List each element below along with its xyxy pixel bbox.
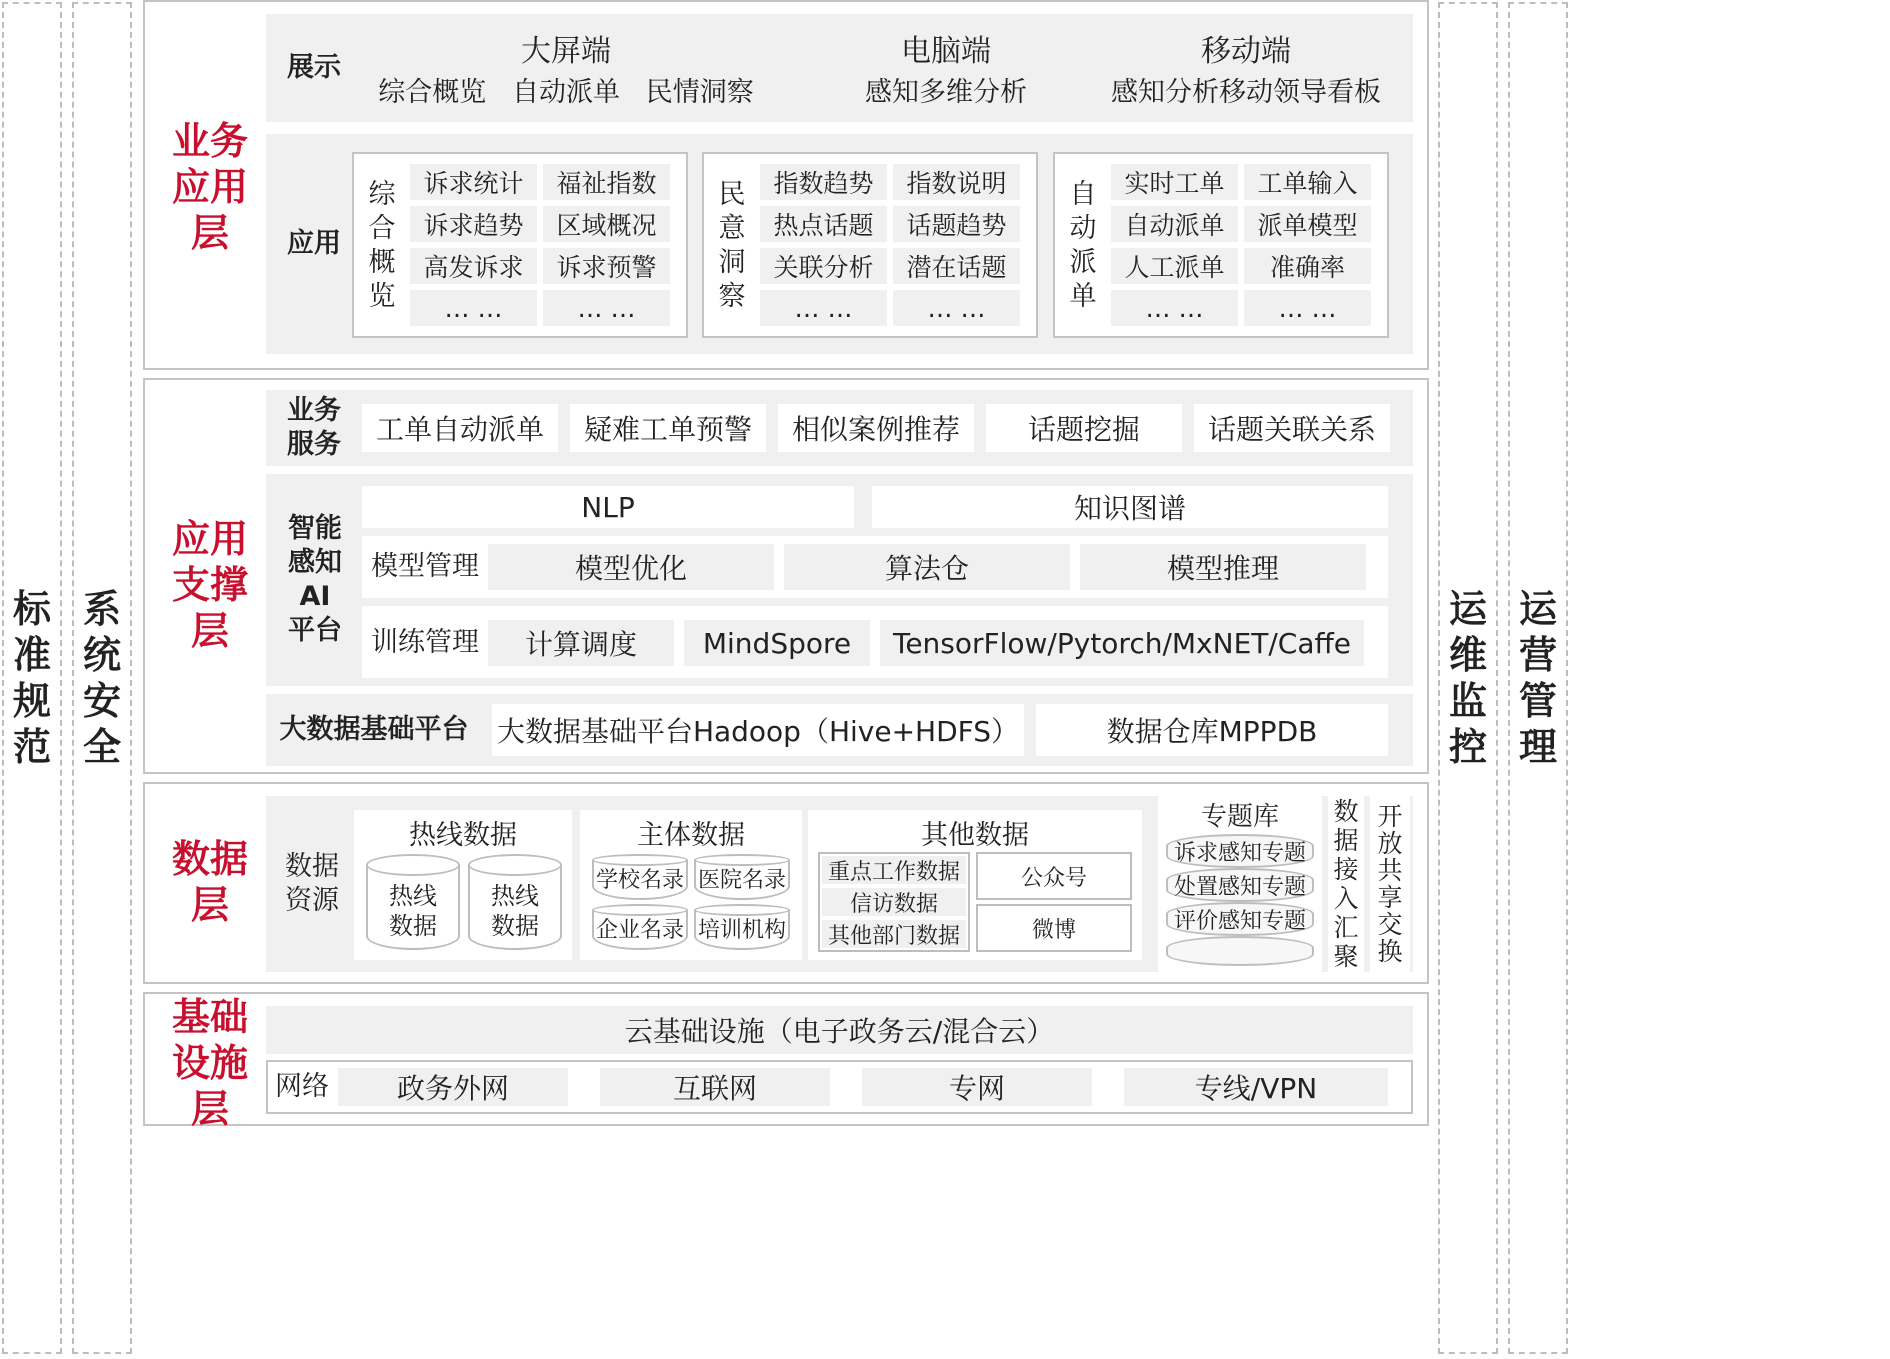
- model-item: 模型优化: [488, 544, 774, 590]
- cylinder-label: 学校名录: [595, 868, 684, 893]
- bigdata-item: 数据仓库MPPDB: [1036, 704, 1388, 756]
- cylinder-label: 医院名录: [697, 868, 786, 893]
- other-item: 重点工作数据: [822, 856, 966, 884]
- infra-title-line: 基础: [171, 995, 248, 1039]
- app-module-item: 高发诉求: [410, 248, 537, 284]
- char: 营: [1518, 633, 1557, 677]
- side-label-ops-monitor: [1440, 4, 1496, 1352]
- hotline-cylinder: [468, 854, 562, 950]
- app-module-name: [358, 164, 406, 328]
- knowledge-graph-box: 知识图谱: [872, 486, 1388, 528]
- app-module-item: 福祉指数: [543, 164, 670, 200]
- data-source-line: 资源: [285, 885, 339, 916]
- cylinder-label: 企业名录: [595, 918, 684, 943]
- other-title: 其他数据: [921, 819, 1029, 851]
- app-module-name: [1059, 164, 1107, 328]
- cylinder-label-line: 热线: [389, 882, 437, 910]
- side-column-operations: [1508, 2, 1568, 1354]
- layer-title-support: 应用支撑层: [171, 517, 248, 653]
- app-module-item: … …: [760, 290, 887, 326]
- char: 标: [12, 587, 51, 631]
- char: 安: [82, 679, 121, 723]
- side-label-standards: [4, 4, 60, 1352]
- char: 控: [1448, 725, 1487, 769]
- data-source-label: [272, 846, 352, 922]
- ingest-column: [1328, 796, 1364, 972]
- display-row: [266, 14, 1413, 122]
- service-label: [276, 394, 352, 462]
- char: 合: [368, 213, 396, 244]
- char: 接: [1333, 855, 1359, 884]
- bigdata-row: [266, 694, 1413, 766]
- app-module-item: 工单输入: [1244, 164, 1371, 200]
- subject-title: 主体数据: [637, 819, 745, 851]
- char: 管: [1518, 679, 1557, 723]
- char: 规: [12, 679, 51, 723]
- cylinder-label-line: 热线: [491, 882, 539, 910]
- char: 全: [82, 725, 121, 769]
- app-module-item: 指数说明: [893, 164, 1020, 200]
- application-label: 应用: [287, 228, 341, 259]
- service-label-line: 业务: [287, 395, 341, 426]
- topic-disk: 诉求感知专题: [1166, 834, 1314, 868]
- ai-label-line: 智能: [288, 513, 342, 544]
- cylinder-label-line: 数据: [491, 912, 539, 940]
- char: 换: [1377, 937, 1403, 966]
- subject-cylinder: [694, 904, 790, 950]
- char: 入: [1333, 884, 1359, 913]
- layer-title-business: 业务应用层: [171, 119, 248, 255]
- char: 汇: [1333, 913, 1359, 942]
- char: 运: [1518, 587, 1557, 631]
- service-item: 相似案例推荐: [778, 404, 974, 452]
- training-item: 计算调度: [488, 620, 674, 666]
- display-sub: 感知分析移动领导看板: [1111, 76, 1381, 108]
- app-module-item: 指数趋势: [760, 164, 887, 200]
- app-module-item: 话题趋势: [893, 206, 1020, 242]
- service-item: 工单自动派单: [362, 404, 558, 452]
- other-panel: [808, 810, 1142, 960]
- side-label-security: [74, 4, 130, 1352]
- app-module-item: … …: [543, 290, 670, 326]
- topic-title: 专题库: [1200, 801, 1279, 832]
- app-module-name: [708, 164, 756, 328]
- hotline-cylinder: [366, 854, 460, 950]
- training-management-row: [362, 606, 1388, 678]
- app-module-item: 关联分析: [760, 248, 887, 284]
- char: 自: [1069, 179, 1097, 210]
- app-module-item: 诉求趋势: [410, 206, 537, 242]
- char: 据: [1333, 826, 1359, 855]
- infra-title-line: 设施层: [171, 1041, 248, 1131]
- side-column-ops-monitor: [1438, 2, 1498, 1354]
- char: 放: [1377, 829, 1403, 858]
- char: 监: [1448, 679, 1487, 723]
- network-item: 互联网: [600, 1068, 830, 1106]
- topic-disk-base: [1166, 936, 1314, 966]
- model-management-row: [362, 536, 1388, 598]
- topic-panel: [1158, 796, 1322, 972]
- service-row: [266, 390, 1413, 466]
- training-item: MindSpore: [684, 620, 870, 666]
- other-item: 微博: [976, 904, 1132, 952]
- network-item: 政务外网: [338, 1068, 568, 1106]
- display-sub: 综合概览 自动派单 民情洞察: [378, 76, 754, 108]
- side-column-security: [72, 2, 132, 1354]
- layer-title-infra: [155, 995, 265, 1131]
- hotline-title: 热线数据: [409, 819, 517, 851]
- app-module-item: 诉求预警: [543, 248, 670, 284]
- side-column-standards: [2, 2, 62, 1354]
- network-row: [266, 1060, 1413, 1114]
- char: 统: [82, 633, 121, 677]
- nlp-box: NLP: [362, 486, 854, 528]
- training-management-label: 训练管理: [371, 627, 479, 658]
- char: 开: [1377, 802, 1403, 831]
- subject-cylinder: [592, 904, 688, 950]
- char: 聚: [1333, 942, 1359, 971]
- service-label-line: 服务: [287, 429, 341, 460]
- cylinder-label: [468, 876, 562, 946]
- topic-disk: 评价感知专题: [1166, 902, 1314, 936]
- cylinder-label: [366, 876, 460, 946]
- ai-label-line: AI: [299, 581, 331, 612]
- char: 览: [368, 281, 396, 312]
- char: 交: [1377, 910, 1403, 939]
- topic-disk: 处置感知专题: [1166, 868, 1314, 902]
- char: 享: [1377, 883, 1403, 912]
- char: 维: [1448, 633, 1487, 677]
- display-sub: 感知多维分析: [865, 76, 1027, 108]
- display-big-screen: [378, 28, 754, 112]
- display-title: 移动端: [1201, 34, 1291, 69]
- display-pc: [811, 28, 1081, 112]
- model-item: 算法仓: [784, 544, 1070, 590]
- cylinder-label-line: 数据: [389, 912, 437, 940]
- data-source-line: 数据: [285, 851, 339, 882]
- side-label-operations: [1510, 4, 1566, 1352]
- app-module: [702, 152, 1038, 338]
- layer-business-application: [143, 0, 1429, 370]
- network-label: 网络: [275, 1071, 329, 1102]
- app-module-item: 潜在话题: [893, 248, 1020, 284]
- network-item: 专网: [862, 1068, 1092, 1106]
- cylinder-label: 培训机构: [697, 918, 786, 943]
- open-label: [1370, 796, 1410, 972]
- network-item: 专线/VPN: [1124, 1068, 1388, 1106]
- char: 意: [718, 213, 746, 244]
- hotline-panel: [354, 810, 572, 960]
- ai-label-line: 平台: [288, 615, 342, 646]
- data-inner: [266, 796, 1413, 972]
- ai-platform-row: [266, 474, 1413, 686]
- char: 运: [1448, 587, 1487, 631]
- char: 理: [1518, 725, 1557, 769]
- cloud-infrastructure: 云基础设施（电子政务云/混合云）: [266, 1006, 1413, 1054]
- app-module-item: 热点话题: [760, 206, 887, 242]
- service-item: 话题挖掘: [986, 404, 1182, 452]
- layer-title-data: 数据层: [171, 837, 248, 927]
- char: 派: [1069, 247, 1097, 278]
- char: 民: [718, 179, 746, 210]
- app-module-item: … …: [1111, 290, 1238, 326]
- app-module-item: … …: [893, 290, 1020, 326]
- char: 范: [12, 725, 51, 769]
- display-label: 展示: [287, 52, 341, 83]
- app-module: [352, 152, 688, 338]
- display-title: 大屏端: [521, 34, 611, 69]
- open-column: [1370, 796, 1410, 972]
- char: 共: [1377, 856, 1403, 885]
- other-left-group: [818, 852, 970, 952]
- service-item: 疑难工单预警: [570, 404, 766, 452]
- application-row: [266, 134, 1413, 354]
- char: 察: [718, 281, 746, 312]
- layer-application-support: [143, 378, 1429, 774]
- app-module-item: 派单模型: [1244, 206, 1371, 242]
- subject-cylinder: [592, 854, 688, 900]
- service-item: 话题关联关系: [1194, 404, 1390, 452]
- app-module-item: 准确率: [1244, 248, 1371, 284]
- app-module-item: 实时工单: [1111, 164, 1238, 200]
- app-module-item: 人工派单: [1111, 248, 1238, 284]
- app-module: [1053, 152, 1389, 338]
- other-item: 公众号: [976, 852, 1132, 900]
- char: 准: [12, 633, 51, 677]
- app-module-item: … …: [1244, 290, 1371, 326]
- cylinder-top: [468, 854, 562, 876]
- model-management-label: 模型管理: [371, 551, 479, 582]
- app-module-item: 自动派单: [1111, 206, 1238, 242]
- char: 综: [368, 179, 396, 210]
- char: 单: [1069, 281, 1097, 312]
- char: 数: [1333, 797, 1359, 826]
- cylinder-top: [366, 854, 460, 876]
- bigdata-item: 大数据基础平台Hadoop（Hive+HDFS）: [492, 704, 1024, 756]
- display-mobile: [1086, 28, 1406, 112]
- other-item: 信访数据: [822, 888, 966, 916]
- app-module-item: 区域概况: [543, 206, 670, 242]
- layer-data: [143, 782, 1429, 984]
- app-module-item: 诉求统计: [410, 164, 537, 200]
- ai-label-line: 感知: [288, 547, 342, 578]
- char: 系: [82, 587, 121, 631]
- ingest-label: [1328, 796, 1364, 972]
- display-title: 电脑端: [901, 34, 991, 69]
- training-item: TensorFlow/Pytorch/MxNET/Caffe: [880, 620, 1364, 666]
- bigdata-label: 大数据基础平台: [279, 714, 469, 745]
- app-module-item: … …: [410, 290, 537, 326]
- layer-infrastructure: [143, 992, 1429, 1131]
- ai-platform-label: [272, 510, 358, 650]
- char: 洞: [718, 247, 746, 278]
- model-item: 模型推理: [1080, 544, 1366, 590]
- char: 概: [368, 247, 396, 278]
- subject-cylinder: [694, 854, 790, 900]
- subject-panel: [580, 810, 802, 960]
- char: 动: [1069, 213, 1097, 244]
- other-item: 其他部门数据: [822, 920, 966, 948]
